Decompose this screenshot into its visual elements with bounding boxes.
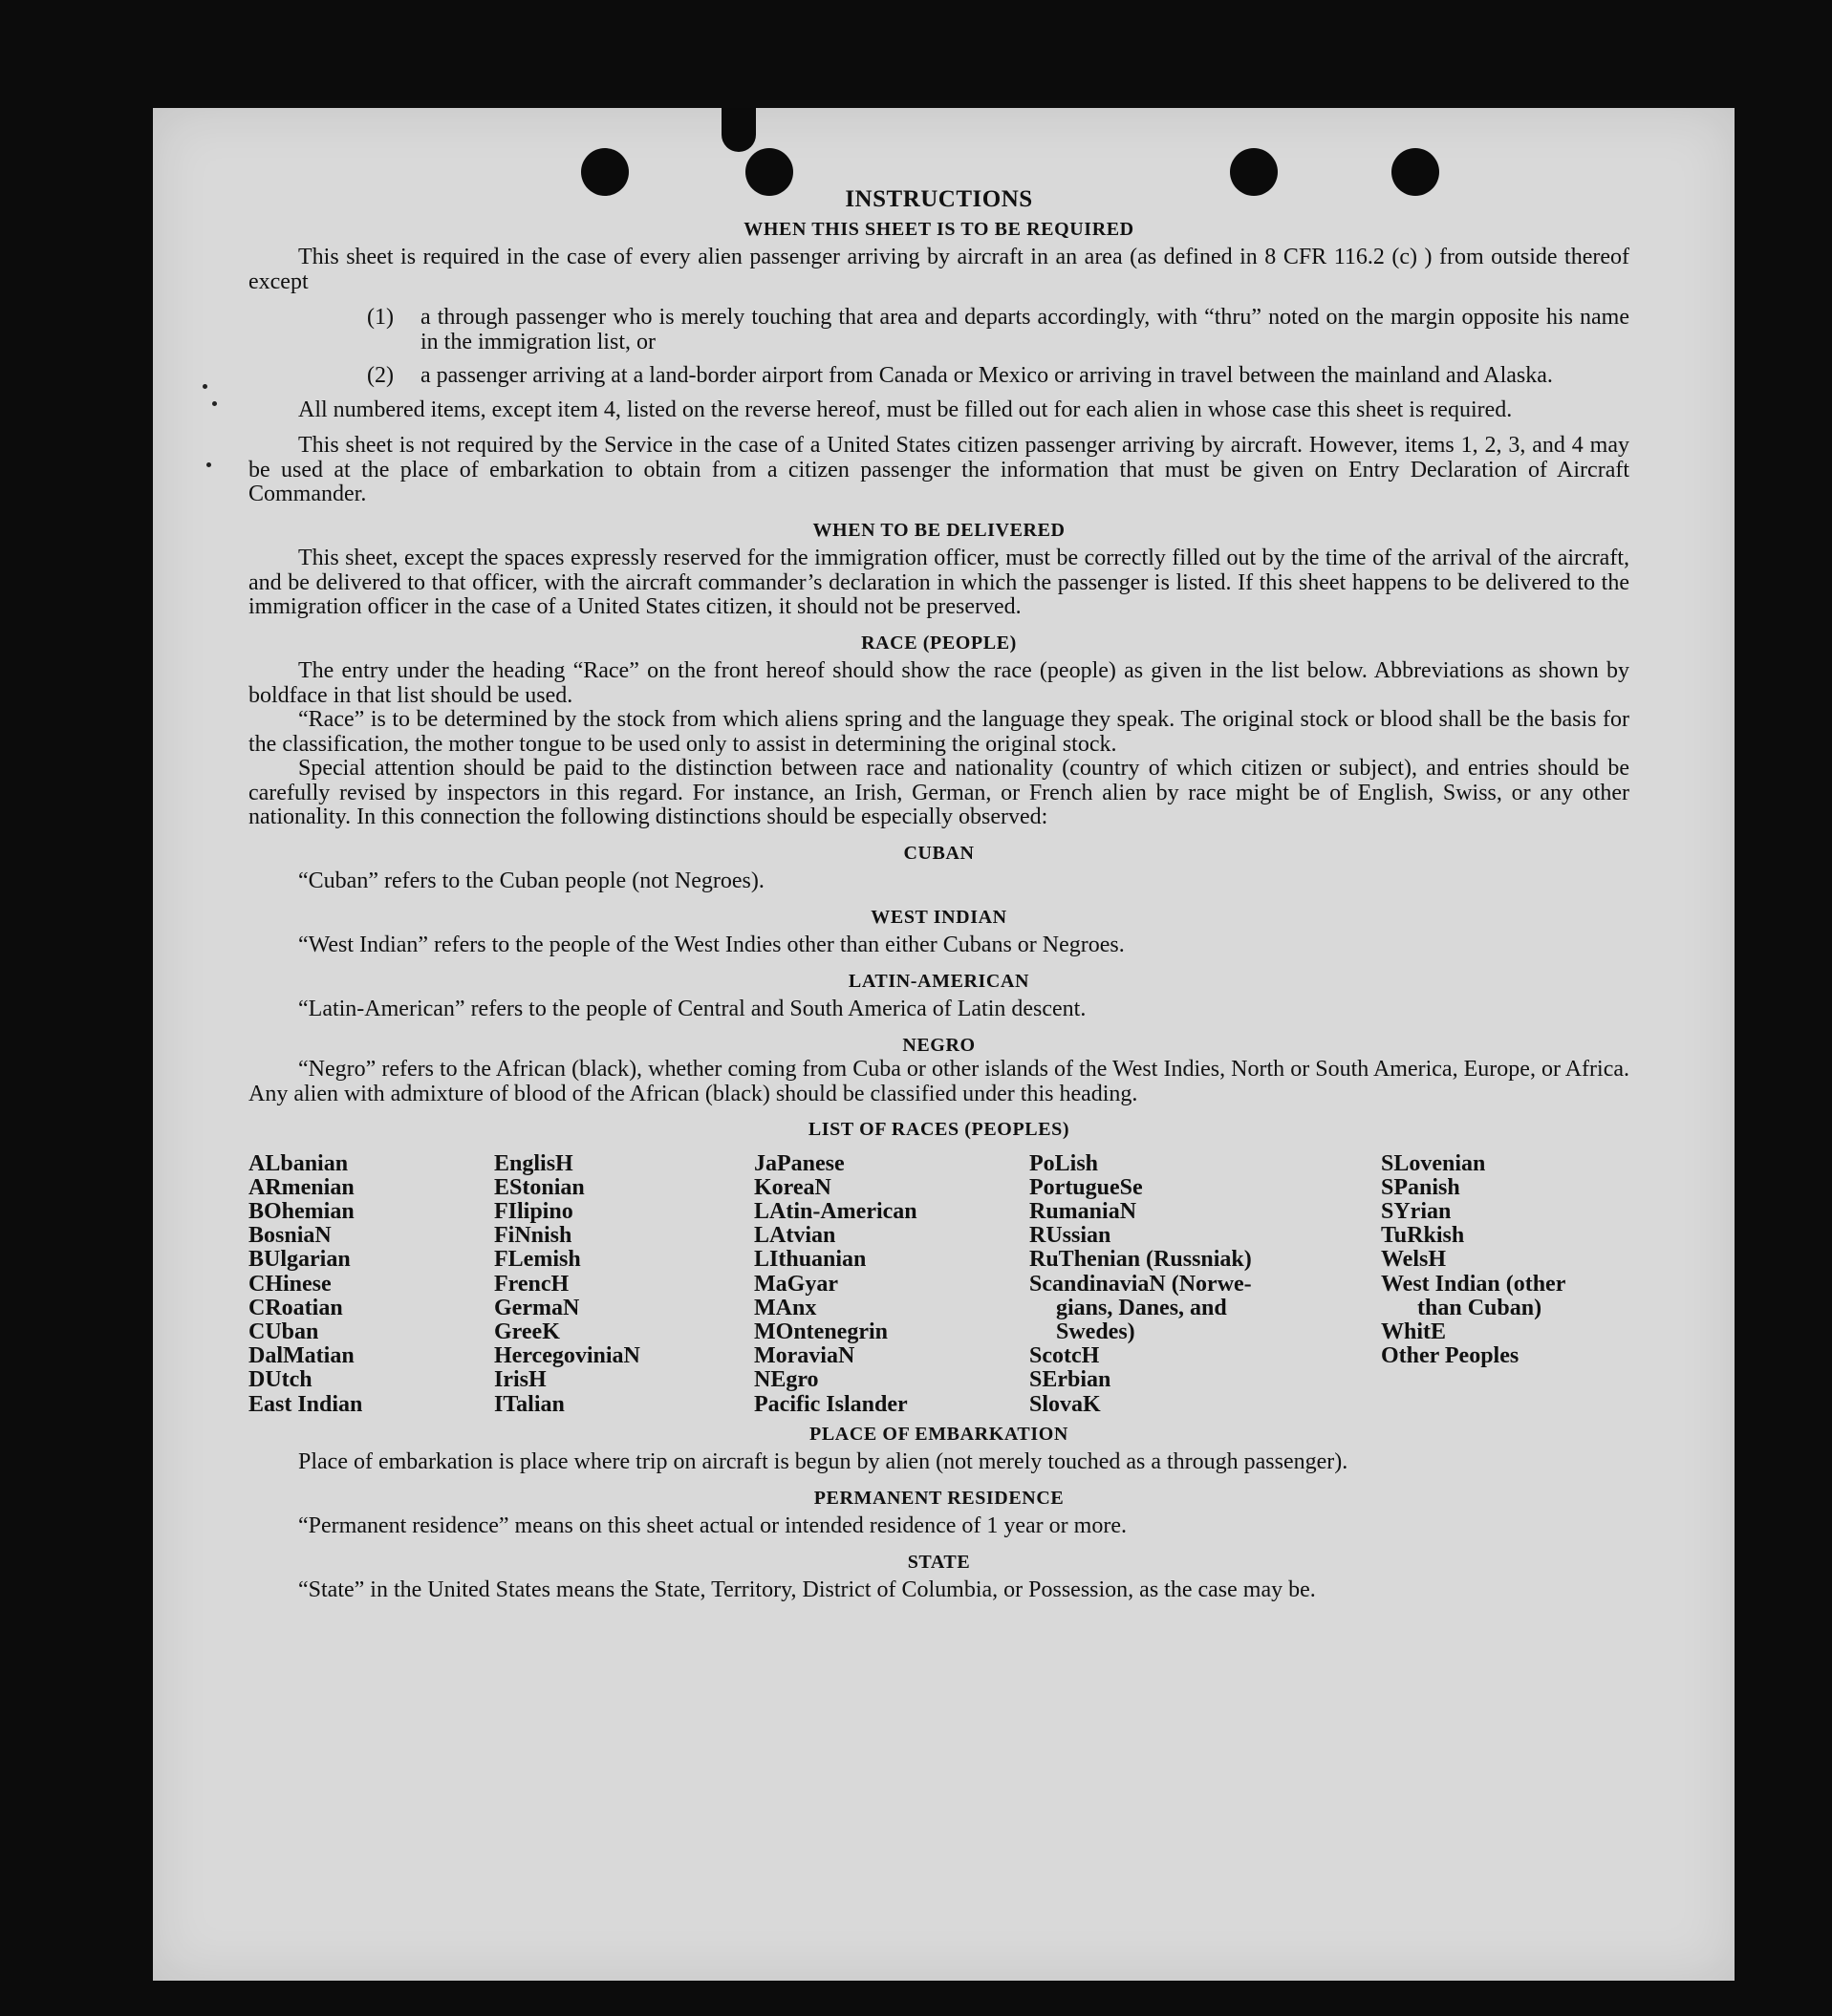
race-column bbox=[754, 1152, 1029, 1417]
paragraph: This sheet is required in the case of every alien passenger arriving by aircraft in an area (as defined in 8 CFR 116.2 (c) ) from outside thereof except bbox=[248, 245, 1629, 294]
race-item: West Indian (other bbox=[1381, 1271, 1566, 1297]
paragraph: “State” in the United States means the State, Territory, District of Columbia, or Possession, as the case may be. bbox=[298, 1577, 1316, 1603]
race-item: ARmenian bbox=[248, 1174, 355, 1200]
ink-speck bbox=[212, 401, 217, 406]
item-number: (2) bbox=[367, 363, 394, 388]
race-item: ITalian bbox=[494, 1391, 565, 1417]
race-item: BOhemian bbox=[248, 1198, 355, 1224]
race-item: CHinese bbox=[248, 1271, 332, 1297]
section-heading: WHEN THIS SHEET IS TO BE REQUIRED bbox=[744, 218, 1134, 240]
race-item: WelsH bbox=[1381, 1247, 1447, 1273]
race-item: MOntenegrin bbox=[754, 1319, 888, 1344]
race-item: Swedes) bbox=[1056, 1319, 1135, 1344]
race-item: ScotcH bbox=[1029, 1343, 1100, 1369]
section-heading: WEST INDIAN bbox=[871, 906, 1007, 928]
list-item bbox=[367, 364, 1629, 389]
race-item: SErbian bbox=[1029, 1367, 1111, 1393]
race-item: gians, Danes, and bbox=[1056, 1295, 1227, 1320]
paragraph: “Latin-American” refers to the people of Central and South America of Latin descent. bbox=[298, 997, 1087, 1021]
race-item: BUlgarian bbox=[248, 1247, 351, 1273]
paragraph: Place of embarkation is place where trip on aircraft is begun by alien (not merely touched as a through passenger). bbox=[298, 1449, 1348, 1475]
race-item: NEgro bbox=[754, 1367, 819, 1393]
race-column bbox=[248, 1152, 494, 1417]
paragraph: “Cuban” refers to the Cuban people (not Negroes). bbox=[298, 869, 765, 893]
section-heading: CUBAN bbox=[903, 842, 975, 864]
section-heading: PLACE OF EMBARKATION bbox=[809, 1423, 1068, 1445]
race-item: RumaniaN bbox=[1029, 1198, 1137, 1224]
race-item: MaGyar bbox=[754, 1271, 838, 1297]
section-heading: PERMANENT RESIDENCE bbox=[813, 1487, 1065, 1509]
race-item: East Indian bbox=[248, 1391, 363, 1417]
page-title: INSTRUCTIONS bbox=[845, 186, 1033, 212]
race-item: CRoatian bbox=[248, 1295, 343, 1320]
section-heading: STATE bbox=[907, 1551, 971, 1573]
race-item: RUssian bbox=[1029, 1223, 1111, 1249]
item-number: (1) bbox=[367, 305, 394, 330]
race-item: GreeK bbox=[494, 1319, 560, 1344]
race-item: MoraviaN bbox=[754, 1343, 855, 1369]
race-item: JaPanese bbox=[754, 1150, 845, 1176]
race-item: FIlipino bbox=[494, 1198, 573, 1224]
race-item: than Cuban) bbox=[1417, 1295, 1542, 1320]
torn-edge-mark bbox=[722, 108, 756, 152]
section-heading: LIST OF RACES (PEOPLES) bbox=[808, 1119, 1070, 1140]
paragraph: All numbered items, except item 4, listed on the reverse hereof, must be filled out for each alien in whose case this sheet is required. bbox=[298, 397, 1513, 422]
paragraph: “West Indian” refers to the people of the West Indies other than either Cubans or Negroes. bbox=[298, 933, 1125, 957]
race-item: EnglisH bbox=[494, 1150, 573, 1176]
race-item: SlovaK bbox=[1029, 1391, 1101, 1417]
race-item: KoreaN bbox=[754, 1174, 831, 1200]
paragraph: This sheet is not required by the Service in the case of a United States citizen passenger arriving by aircraft. However, items 1, 2, 3, and 4 may be used at the place of embarkation to obtain from a citizen passenger the information that must be given on Entry Declaration of Aircraft Commander. bbox=[248, 433, 1629, 506]
race-item: SPanish bbox=[1381, 1174, 1460, 1200]
section-heading: NEGRO bbox=[902, 1034, 976, 1056]
race-list bbox=[248, 1152, 1629, 1417]
race-item: LAtvian bbox=[754, 1223, 836, 1249]
race-item: LAtin-American bbox=[754, 1198, 917, 1224]
instructions-content bbox=[248, 187, 1629, 1615]
paragraph: “Permanent residence” means on this sheet actual or intended residence of 1 year or more. bbox=[298, 1513, 1127, 1539]
race-item: DalMatian bbox=[248, 1343, 355, 1369]
race-item: EStonian bbox=[494, 1174, 585, 1200]
race-item: CUban bbox=[248, 1319, 319, 1344]
race-item: BosniaN bbox=[248, 1223, 332, 1249]
paragraph: Special attention should be paid to the distinction between race and nationality (country of which citizen or subject), and entries should be carefully revised by inspectors in this regard. For instance, an Irish, German, or French alien by race might be of English, Swiss, or any other nationality. In this connection the following distinctions should be especially observed: bbox=[248, 756, 1629, 829]
race-item: LIthuanian bbox=[754, 1247, 867, 1273]
race-item: ScandinaviaN (Norwe- bbox=[1029, 1271, 1252, 1297]
ink-speck bbox=[203, 384, 207, 389]
race-item: FrencH bbox=[494, 1271, 570, 1297]
race-item: IrisH bbox=[494, 1367, 547, 1393]
paragraph: The entry under the heading “Race” on the front hereof should show the race (people) as given in the list below. Abbreviations as shown by boldface in that list should be used. bbox=[248, 658, 1629, 708]
race-item: GermaN bbox=[494, 1295, 580, 1320]
race-item: PortugueSe bbox=[1029, 1174, 1143, 1200]
ink-speck bbox=[206, 462, 211, 467]
race-column bbox=[494, 1152, 754, 1417]
race-column bbox=[1381, 1152, 1629, 1417]
section-heading: RACE (PEOPLE) bbox=[861, 632, 1017, 654]
list-item bbox=[367, 306, 1629, 354]
item-text: a passenger arriving at a land-border airport from Canada or Mexico or arriving in travel between the mainland and Alaska. bbox=[420, 363, 1553, 388]
section-heading: LATIN-AMERICAN bbox=[848, 970, 1030, 992]
race-item: FiNnish bbox=[494, 1223, 572, 1249]
paragraph: “Race” is to be determined by the stock from which aliens spring and the language they speak. The original stock or blood shall be the basis for the classification, the mother tongue to be used only to assist in determining the original stock. bbox=[248, 707, 1629, 757]
race-item: SLovenian bbox=[1381, 1150, 1486, 1176]
race-item: FLemish bbox=[494, 1247, 581, 1273]
paragraph: This sheet, except the spaces expressly reserved for the immigration officer, must be correctly filled out by the time of the arrival of the aircraft, and be delivered to that officer, with the aircraft commander’s declaration in which the passenger is listed. If this sheet happens to be delivered to the immigration officer in the case of a United States citizen, it should not be preserved. bbox=[248, 546, 1629, 619]
race-item: DUtch bbox=[248, 1367, 313, 1393]
race-item: Other Peoples bbox=[1381, 1343, 1519, 1369]
race-item: RuThenian (Russniak) bbox=[1029, 1247, 1252, 1273]
section-heading: WHEN TO BE DELIVERED bbox=[812, 519, 1066, 541]
race-item: PoLish bbox=[1029, 1150, 1099, 1176]
race-item: MAnx bbox=[754, 1295, 817, 1320]
race-item: TuRkish bbox=[1381, 1223, 1465, 1249]
race-item: ALbanian bbox=[248, 1150, 349, 1176]
race-column bbox=[1029, 1152, 1381, 1417]
race-item: HercegoviniaN bbox=[494, 1343, 640, 1369]
paragraph: “Negro” refers to the African (black), whether coming from Cuba or other islands of the West Indies, North or South America, Europe, or Africa. Any alien with admixture of blood of the African (black) should be classified under this heading. bbox=[248, 1057, 1629, 1106]
race-item: WhitE bbox=[1381, 1319, 1447, 1344]
item-text: a through passenger who is merely touching that area and departs accordingly, with “thru” noted on the margin opposite his name in the immigration list, or bbox=[420, 305, 1629, 354]
race-item: Pacific Islander bbox=[754, 1391, 908, 1417]
race-item: SYrian bbox=[1381, 1198, 1452, 1224]
